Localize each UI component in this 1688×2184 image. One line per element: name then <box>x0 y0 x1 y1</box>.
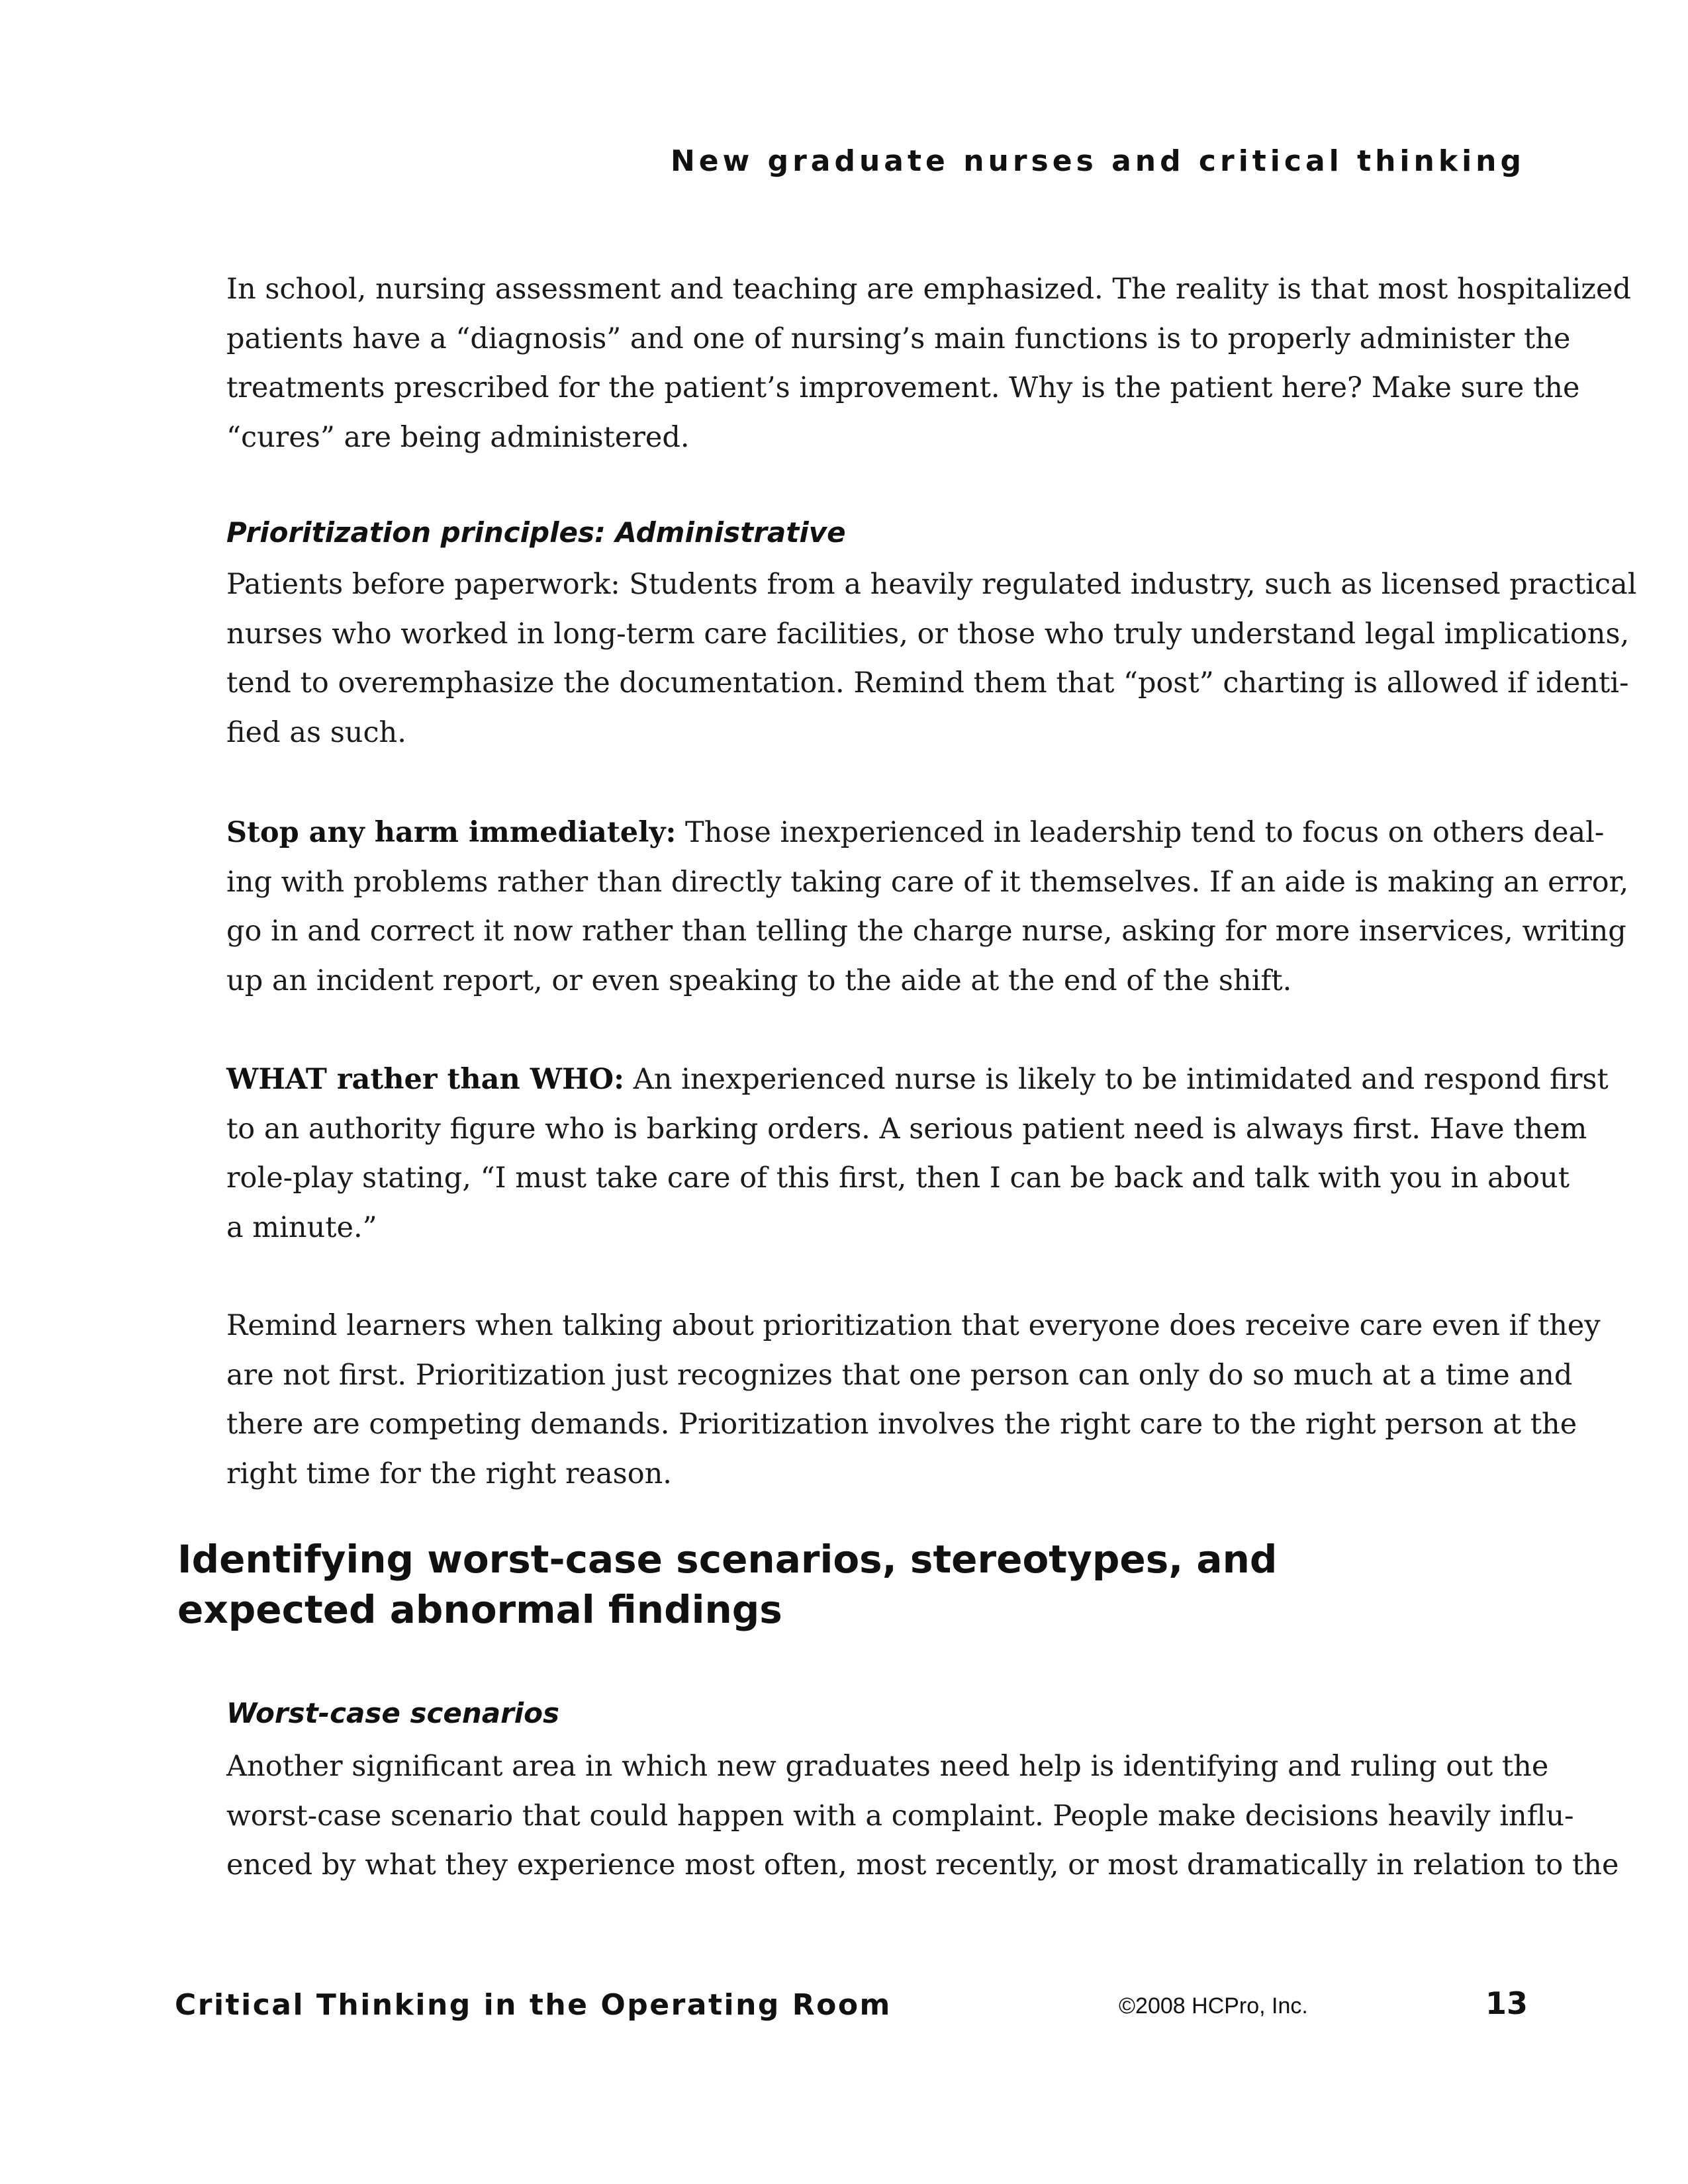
section-title <box>177 1534 1277 1635</box>
paragraph-line: “cures” are being administered. <box>226 420 690 454</box>
paragraph-line: go in and correct it now rather than telling the charge nurse, asking for more inservices, writing <box>226 915 1626 948</box>
paragraph-line: treatments prescribed for the patient’s improvement. Why is the patient here? Make sure the <box>226 371 1580 404</box>
paragraph-line: Remind learners when talking about prioritization that everyone does receive care even if they <box>226 1309 1601 1342</box>
remind-paragraph <box>226 1301 1601 1498</box>
running-header: New graduate nurses and critical thinking <box>670 144 1525 178</box>
page-number: 13 <box>1485 1985 1528 2021</box>
section-title-line: expected abnormal findings <box>177 1587 782 1632</box>
section-title-line: Identifying worst-case scenarios, stereotypes, and <box>177 1537 1278 1582</box>
paragraph-line: enced by what they experience most often, most recently, or most dramatically in relation to the <box>226 1848 1619 1882</box>
paragraph-line: are not first. Prioritization just recognizes that one person can only do so much at a time and <box>226 1358 1573 1392</box>
paragraph-line: Another significant area in which new graduates need help is identifying and ruling out the <box>226 1750 1549 1783</box>
paragraph-line <box>226 1055 1609 1105</box>
paragraph-line: In school, nursing assessment and teaching are emphasized. The reality is that most hospitalized <box>226 273 1631 306</box>
paragraph-line: right time for the right reason. <box>226 1457 672 1490</box>
footer-book-title: Critical Thinking in the Operating Room <box>175 1988 892 2022</box>
paragraph-line: patients have a “diagnosis” and one of nursing’s main functions is to properly administer the <box>226 322 1571 355</box>
paragraph-line: worst-case scenario that could happen with a complaint. People make decisions heavily influ- <box>226 1799 1574 1833</box>
stop-harm-lead: Stop any harm immediately: <box>226 816 677 849</box>
paragraph-line: Patients before paperwork: Students from a heavily regulated industry, such as licensed practical <box>226 568 1637 601</box>
paragraph-line: tend to overemphasize the documentation. Remind them that “post” charting is allowed if identi- <box>226 666 1629 700</box>
stop-harm-paragraph <box>226 808 1629 1005</box>
paragraph-line: fied as such. <box>226 715 406 749</box>
intro-paragraph <box>226 265 1631 462</box>
paragraph-line: nurses who worked in long-term care facilities, or those who truly understand legal implications, <box>226 617 1630 651</box>
paragraph-line: a minute.” <box>226 1210 377 1244</box>
admin-subheading: Prioritization principles: Administrative <box>226 516 846 549</box>
paragraph-line: up an incident report, or even speaking to the aide at the end of the shift. <box>226 964 1292 997</box>
footer-copyright: ©2008 HCPro, Inc. <box>1119 1993 1308 2019</box>
paragraph-line: ing with problems rather than directly taking care of it themselves. If an aide is making an error, <box>226 865 1629 899</box>
worst-case-paragraph <box>226 1742 1619 1890</box>
worst-case-subheading: Worst-case scenarios <box>226 1697 560 1729</box>
paragraph-line: there are competing demands. Prioritization involves the right care to the right person at the <box>226 1408 1577 1441</box>
paragraph-line <box>226 808 1605 858</box>
paragraph-line: to an authority figure who is barking orders. A serious patient need is always first. Have them <box>226 1112 1587 1146</box>
what-rather-lead: WHAT rather than WHO: <box>226 1063 624 1096</box>
what-rather-first-line: An inexperienced nurse is likely to be intimidated and respond first <box>624 1063 1609 1096</box>
what-rather-paragraph <box>226 1055 1609 1252</box>
paragraph-line: role-play stating, “I must take care of this first, then I can be back and talk with you in about <box>226 1161 1570 1195</box>
stop-harm-first-line: Those inexperienced in leadership tend to focus on others deal- <box>676 816 1605 849</box>
admin-paragraph <box>226 560 1637 757</box>
